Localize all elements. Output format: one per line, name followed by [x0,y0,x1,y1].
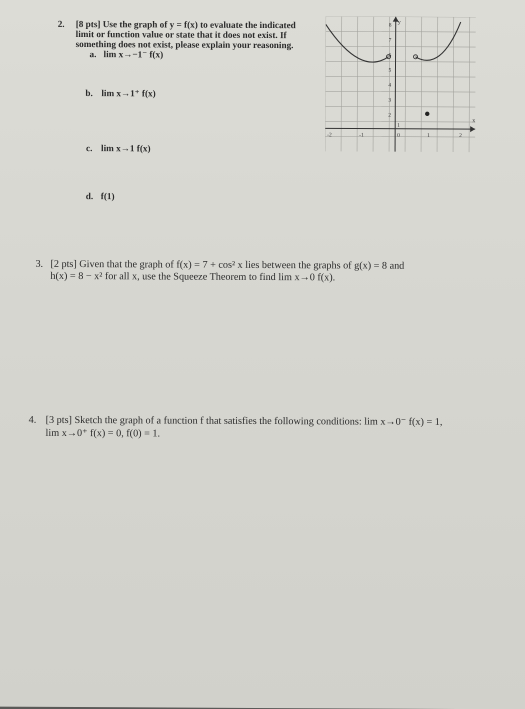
graph-grid [325,16,476,152]
y-axis-label: y [397,19,401,26]
problem-3-line-2: h(x) = 8 − x² for all x, use the Squeeze Theorem to find lim x→0 f(x). [50,270,336,284]
x-axis-label: x [472,118,476,125]
part-b-expression: lim x→1⁺ f(x) [101,88,156,99]
y-tick-7: 7 [388,37,392,44]
problem-3-number: 3. [35,258,44,270]
part-c-expression: lim x→1 f(x) [101,143,151,154]
problem-3-line-1: [2 pts] Given that the graph of f(x) = 7 + cos² x lies between the graphs of g(x) = 8 and [50,258,405,272]
y-tick-labels [388,23,401,129]
x-axis-arrow [470,126,475,132]
problem-2-line-2: limit or function value or state that it does not exist. If [75,29,287,41]
problem-4-number: 4. [28,414,37,426]
y-tick-5: 5 [388,67,392,74]
part-d-expression: f(1) [100,191,115,202]
y-axis [395,17,396,152]
problem-4-line-2: lim x→0⁺ f(x) = 0, f(0) = 1. [45,427,161,440]
problem-2-line-1: [8 pts] Use the graph of y = f(x) to evaluate the indicated [75,19,296,31]
left-curve [326,24,389,62]
y-tick-6: 6 [388,52,392,59]
y-tick-4: 4 [388,82,392,89]
part-a-label: a. [89,49,97,60]
part-a-expression: lim x→−1⁻ f(x) [103,49,164,60]
x-tick-2: 2 [459,133,462,140]
part-b-label: b. [85,88,93,99]
filled-point [425,112,429,116]
x-axis [325,128,475,129]
part-d-label: d. [85,191,94,202]
part-c-label: c. [86,143,93,154]
y-tick-3: 3 [388,97,392,104]
problem-2-number: 2. [57,18,65,29]
y-tick-8: 8 [388,22,392,29]
problem-4-line-1: [3 pts] Sketch the graph of a function f that satisfies the following conditions: lim x→0⁻ f(x) = 1, [45,414,443,428]
x-tick-1: 1 [427,132,430,139]
x-tick-0: 0 [397,132,400,139]
y-tick-2: 2 [388,112,392,119]
problem-2-line-3: something does not exist, please explain your reasoning. [75,39,294,51]
x-tick-neg1: -1 [359,132,364,139]
function-graph [325,16,486,157]
y-tick-1: 1 [397,122,400,129]
x-tick-neg2: -2 [327,132,332,139]
